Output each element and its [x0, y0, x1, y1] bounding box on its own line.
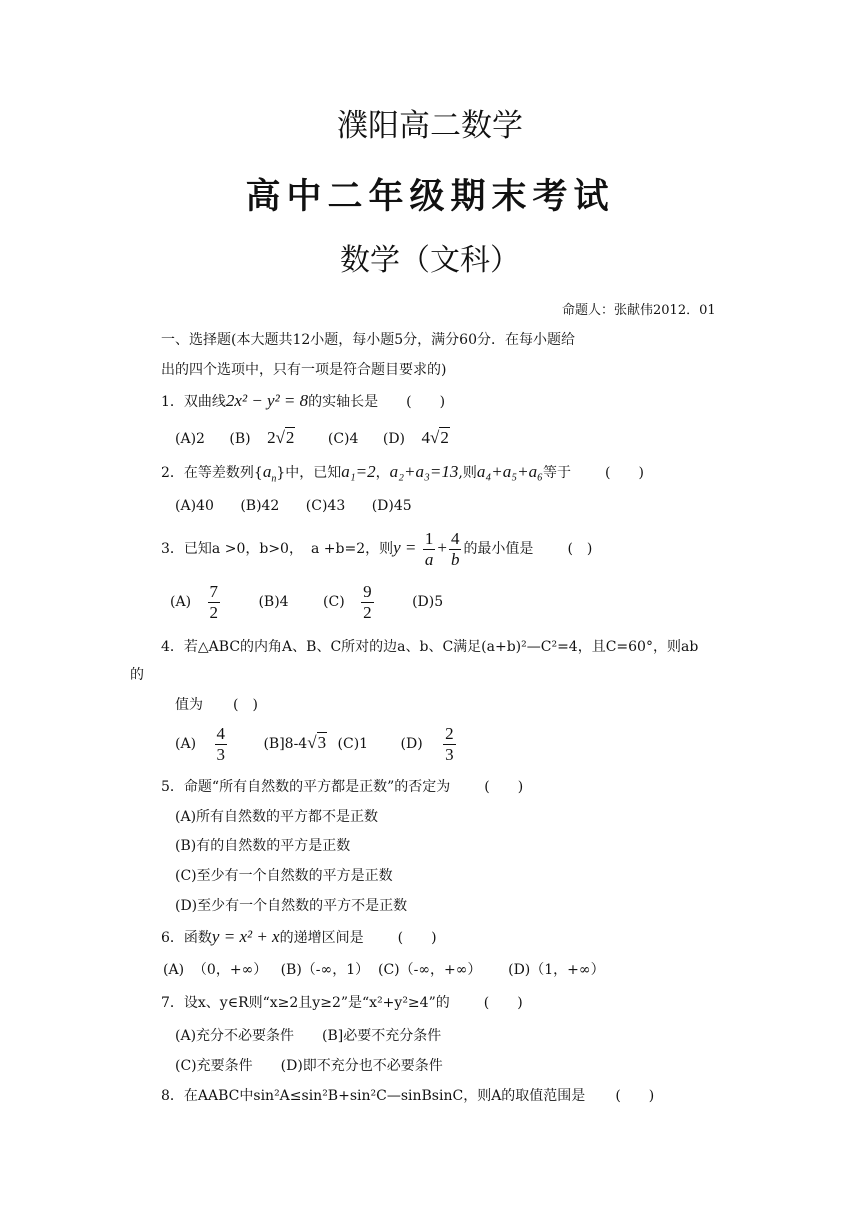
- q7-options-cd: (C)充要条件 (D)即不充分也不必要条件: [175, 1058, 443, 1074]
- q1-answer-paren: ( ): [406, 394, 446, 410]
- q3-number: 3．已知: [161, 541, 212, 557]
- q2-options: [175, 497, 412, 515]
- question-4-wrap: 的: [130, 667, 144, 683]
- q4-option-d: (D): [400, 736, 423, 752]
- q2-option-b: (B)42: [240, 498, 280, 514]
- q5-option-b: (B)有的自然数的平方是正数: [175, 838, 351, 854]
- q4-option-d-value: $\frac{2}{3}$: [445, 723, 454, 764]
- q1-option-b-value: 2√2: [267, 428, 295, 447]
- q2-option-c: (C)43: [305, 498, 346, 514]
- q3-condition: a >0，b>0，: [211, 541, 303, 557]
- q3-fraction-1: $\frac{1}{a}$: [424, 528, 434, 569]
- q1-option-c: (C)4: [327, 431, 359, 447]
- q3-option-c: (C): [323, 594, 345, 610]
- q3-option-c-value: $\frac{9}{2}$: [363, 581, 372, 622]
- q5-answer-paren: ( ): [484, 779, 524, 795]
- q1-option-b: (B): [229, 431, 251, 447]
- question-5: 5．命题“所有自然数的平方都是正数”的否定为 ( ): [161, 779, 524, 795]
- q3-answer-paren: ( ): [567, 541, 593, 557]
- q4-option-c: (C)1: [337, 736, 369, 752]
- q7-answer-paren: ( ): [483, 995, 523, 1011]
- q3-options: [170, 581, 443, 623]
- question-4-cont: 值为 ( ): [175, 697, 258, 713]
- q2-answer-paren: ( ): [605, 465, 644, 481]
- q1-options: [175, 429, 450, 448]
- school-title: 濮阳高二数学: [337, 108, 523, 144]
- q4-option-b: (B]8-4: [263, 736, 308, 752]
- q1-option-d: (D): [382, 431, 406, 447]
- q5-option-c: (C)至少有一个自然数的平方是正数: [175, 868, 393, 884]
- section-heading: 一、选择题(本大题共12小题，每小题5分，满分60分．在每小题给: [161, 332, 575, 348]
- q6-expression: y = x² + x: [211, 927, 280, 946]
- q5-option-d: (D)至少有一个自然数的平方不是正数: [175, 898, 408, 914]
- q1-option-a: (A)2: [175, 431, 205, 447]
- question-4: 4．若△ABC的内角A、B、C所对的边a、b、C满足(a+b)²—C²=4，且C=60°，则ab: [161, 639, 699, 655]
- exam-title: 高中二年级期末考试: [245, 177, 615, 217]
- q4-option-a-value: $\frac{4}{3}$: [216, 723, 225, 764]
- q2-condition-1: a₁=2: [341, 462, 376, 481]
- q3-option-d: (D)5: [412, 594, 444, 610]
- q2-option-a: (A)40: [175, 498, 214, 514]
- question-1: [161, 392, 445, 411]
- q4-option-a: (A): [175, 736, 197, 752]
- q3-fraction-2: $\frac{4}{b}$: [450, 528, 460, 569]
- question-7: 7．设x、y∈R则“x≥2且y≥2”是“x²+y²≥4”的 ( ): [161, 995, 523, 1011]
- q3-option-a: (A): [170, 594, 192, 610]
- q3-condition-2: a +b=2，则: [310, 541, 394, 557]
- question-3: 3．已知a >0，b>0， a +b=2，则y = $\frac{1}{a}$ + $\frac{4}{b}$ 的最小值是 ( ): [161, 528, 593, 569]
- q3-option-a-value: $\frac{7}{2}$: [209, 581, 218, 622]
- question-2: 2．在等差数列$\{a_n\}$中，已知a₁=2，a₂+a₃=13,则a₄+a₅+a₆等于 ( ): [161, 462, 644, 485]
- q7-options-ab: (A)充分不必要条件 (B]必要不充分条件: [175, 1028, 442, 1044]
- q1-expression: 2x² − y² = 8: [225, 391, 309, 410]
- q2-tail: 等于: [543, 465, 572, 481]
- q1-text: 的实轴长是: [308, 394, 379, 410]
- q4-options: [175, 722, 458, 764]
- q4-option-b-radical: √3: [307, 733, 327, 752]
- q2-sequence: $a_n$: [262, 462, 277, 485]
- q4-answer-paren: ( ): [233, 697, 258, 713]
- q6-answer-paren: ( ): [397, 930, 437, 946]
- q6-options: (A) （0，+∞） (B)（-∞，1） (C)（-∞，+∞） (D)（1，+∞）: [163, 962, 605, 978]
- question-6: 6．函数y = x² + x的递增区间是 ( ): [161, 927, 437, 946]
- subject-title: 数学（文科）: [340, 243, 520, 278]
- q2-number: 2．在等差数列{: [161, 465, 263, 481]
- q2-mid: }中，已知: [276, 465, 342, 481]
- q2-condition-2: a₂+a₃=13: [389, 462, 459, 481]
- q2-sum: a₄+a₅+a₆: [476, 462, 544, 481]
- q1-number: 1．双曲线: [161, 394, 226, 410]
- q3-tail: 的最小值是: [463, 541, 534, 557]
- q5-option-a: (A)所有自然数的平方都不是正数: [175, 809, 379, 825]
- q8-answer-paren: ( ): [615, 1088, 655, 1104]
- q3-option-b: (B)4: [258, 594, 289, 610]
- q1-option-d-value: 4√2: [421, 428, 449, 447]
- author-line: 命题人：张献伟2012．01: [562, 303, 716, 318]
- q2-option-d: (D)45: [371, 498, 412, 514]
- question-8: 8．在AABC中sin²A≤sin²B+sin²C—sinBsinC，则A的取值范围是 ( ): [161, 1088, 655, 1104]
- section-heading-cont: 出的四个选项中，只有一项是符合题目要求的): [161, 362, 447, 378]
- q3-y: y =: [393, 538, 417, 557]
